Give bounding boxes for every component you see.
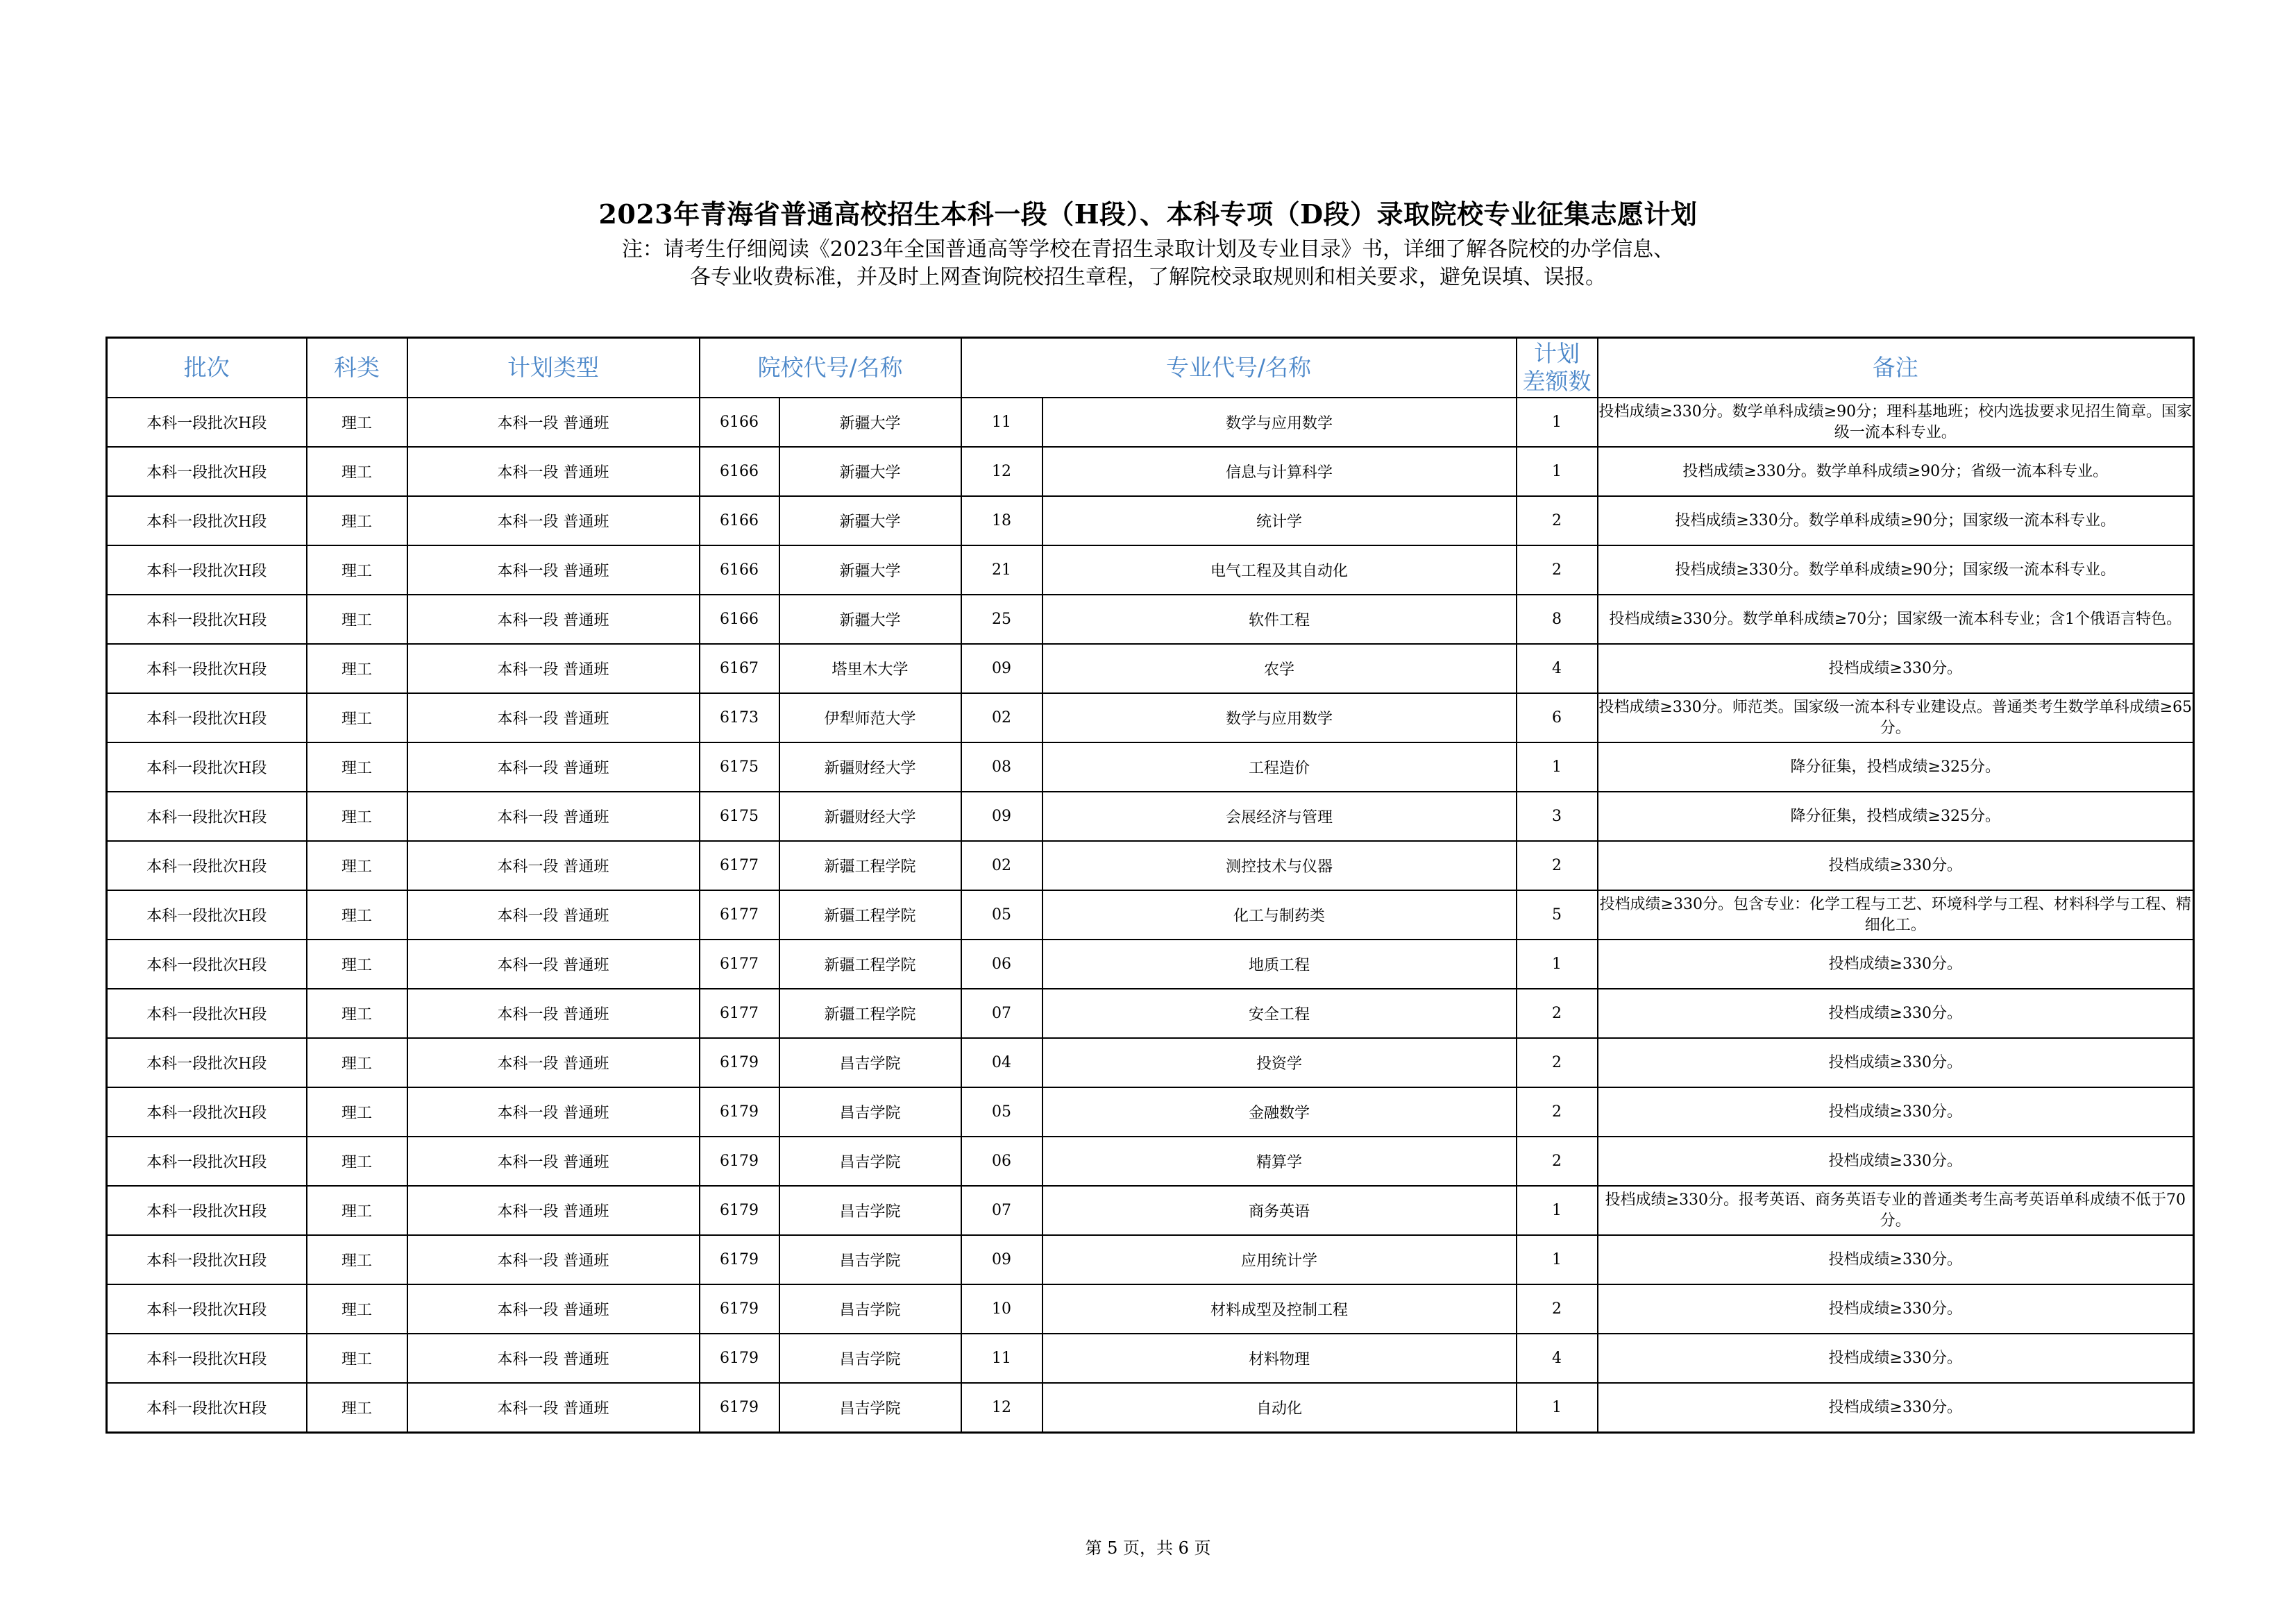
cell-school-name: 新疆财经大学 [779, 792, 961, 841]
cell-plan-type: 本科一段 普通班 [407, 841, 700, 890]
cell-school-code: 6179 [700, 1383, 779, 1433]
table-row [107, 496, 2194, 545]
cell-school-name: 昌吉学院 [779, 1087, 961, 1137]
cell-school-code: 6179 [700, 1235, 779, 1284]
cell-major-code: 12 [961, 447, 1043, 496]
cell-quota: 2 [1517, 1284, 1598, 1334]
cell-major-name: 软件工程 [1043, 595, 1517, 644]
cell-school-name: 新疆大学 [779, 545, 961, 595]
cell-batch: 本科一段批次H段 [107, 1038, 307, 1087]
cell-remark: 投档成绩≥330分。 [1598, 989, 2194, 1038]
table-row [107, 595, 2194, 644]
cell-school-name: 昌吉学院 [779, 1334, 961, 1383]
cell-batch: 本科一段批次H段 [107, 496, 307, 545]
cell-school-code: 6167 [700, 644, 779, 693]
cell-remark: 投档成绩≥330分。师范类。国家级一流本科专业建设点。普通类考生数学单科成绩≥65分。 [1598, 693, 2194, 742]
cell-batch: 本科一段批次H段 [107, 1383, 307, 1433]
table-row [107, 841, 2194, 890]
cell-plan-type: 本科一段 普通班 [407, 890, 700, 940]
cell-major-name: 信息与计算科学 [1043, 447, 1517, 496]
cell-school-name: 昌吉学院 [779, 1383, 961, 1433]
cell-batch: 本科一段批次H段 [107, 545, 307, 595]
cell-major-name: 数学与应用数学 [1043, 398, 1517, 447]
cell-category: 理工 [307, 792, 407, 841]
cell-category: 理工 [307, 545, 407, 595]
cell-major-code: 07 [961, 1186, 1043, 1235]
table-row [107, 989, 2194, 1038]
cell-major-code: 25 [961, 595, 1043, 644]
cell-category: 理工 [307, 841, 407, 890]
cell-school-name: 新疆工程学院 [779, 841, 961, 890]
cell-major-code: 09 [961, 644, 1043, 693]
table-row [107, 742, 2194, 792]
cell-major-code: 09 [961, 792, 1043, 841]
cell-remark: 投档成绩≥330分。 [1598, 940, 2194, 989]
cell-school-name: 新疆大学 [779, 447, 961, 496]
cell-plan-type: 本科一段 普通班 [407, 644, 700, 693]
cell-batch: 本科一段批次H段 [107, 693, 307, 742]
cell-quota: 1 [1517, 1186, 1598, 1235]
cell-category: 理工 [307, 742, 407, 792]
cell-major-name: 电气工程及其自动化 [1043, 545, 1517, 595]
cell-school-code: 6173 [700, 693, 779, 742]
cell-major-code: 10 [961, 1284, 1043, 1334]
table-header-row [107, 338, 2194, 398]
cell-category: 理工 [307, 989, 407, 1038]
cell-major-name: 自动化 [1043, 1383, 1517, 1433]
table-row [107, 644, 2194, 693]
cell-plan-type: 本科一段 普通班 [407, 1137, 700, 1186]
cell-major-name: 会展经济与管理 [1043, 792, 1517, 841]
cell-school-name: 新疆工程学院 [779, 940, 961, 989]
cell-major-code: 07 [961, 989, 1043, 1038]
table-row [107, 1383, 2194, 1433]
cell-quota: 2 [1517, 1038, 1598, 1087]
cell-major-name: 统计学 [1043, 496, 1517, 545]
cell-plan-type: 本科一段 普通班 [407, 595, 700, 644]
cell-major-name: 应用统计学 [1043, 1235, 1517, 1284]
cell-batch: 本科一段批次H段 [107, 841, 307, 890]
cell-major-code: 02 [961, 693, 1043, 742]
page-title: 2023年青海省普通高校招生本科一段（H段）、本科专项（D段）录取院校专业征集志愿计划 [598, 198, 1698, 230]
header-batch: 批次 [107, 338, 307, 398]
cell-school-code: 6179 [700, 1284, 779, 1334]
cell-quota: 1 [1517, 398, 1598, 447]
cell-school-name: 塔里木大学 [779, 644, 961, 693]
cell-plan-type: 本科一段 普通班 [407, 1038, 700, 1087]
cell-major-name: 商务英语 [1043, 1186, 1517, 1235]
cell-remark: 投档成绩≥330分。 [1598, 1284, 2194, 1334]
plan-table [105, 337, 2195, 1434]
cell-school-code: 6175 [700, 792, 779, 841]
header-plan-type: 计划类型 [407, 338, 700, 398]
cell-quota: 2 [1517, 841, 1598, 890]
table-row [107, 398, 2194, 447]
cell-remark: 投档成绩≥330分。数学单科成绩≥70分；国家级一流本科专业；含1个俄语言特色。 [1598, 595, 2194, 644]
cell-major-name: 农学 [1043, 644, 1517, 693]
cell-category: 理工 [307, 644, 407, 693]
cell-school-code: 6177 [700, 890, 779, 940]
cell-batch: 本科一段批次H段 [107, 890, 307, 940]
cell-school-code: 6166 [700, 398, 779, 447]
cell-major-name: 精算学 [1043, 1137, 1517, 1186]
cell-quota: 4 [1517, 644, 1598, 693]
cell-remark: 投档成绩≥330分。 [1598, 1137, 2194, 1186]
cell-school-name: 昌吉学院 [779, 1038, 961, 1087]
cell-category: 理工 [307, 1186, 407, 1235]
table-row [107, 1334, 2194, 1383]
cell-batch: 本科一段批次H段 [107, 1087, 307, 1137]
table-row [107, 792, 2194, 841]
cell-school-name: 新疆大学 [779, 496, 961, 545]
header-major: 专业代号/名称 [961, 338, 1517, 398]
cell-plan-type: 本科一段 普通班 [407, 1186, 700, 1235]
cell-plan-type: 本科一段 普通班 [407, 447, 700, 496]
table-row [107, 1284, 2194, 1334]
cell-remark: 投档成绩≥330分。 [1598, 841, 2194, 890]
cell-school-code: 6179 [700, 1087, 779, 1137]
cell-major-code: 12 [961, 1383, 1043, 1433]
cell-quota: 1 [1517, 1235, 1598, 1284]
cell-school-name: 新疆财经大学 [779, 742, 961, 792]
cell-remark: 投档成绩≥330分。报考英语、商务英语专业的普通类考生高考英语单科成绩不低于70分。 [1598, 1186, 2194, 1235]
cell-remark: 投档成绩≥330分。数学单科成绩≥90分；国家级一流本科专业。 [1598, 545, 2194, 595]
header-remark: 备注 [1598, 338, 2194, 398]
cell-school-name: 新疆工程学院 [779, 890, 961, 940]
cell-category: 理工 [307, 1235, 407, 1284]
cell-remark: 投档成绩≥330分。 [1598, 1235, 2194, 1284]
table-row [107, 1087, 2194, 1137]
cell-major-name: 地质工程 [1043, 940, 1517, 989]
cell-major-name: 材料成型及控制工程 [1043, 1284, 1517, 1334]
cell-quota: 1 [1517, 940, 1598, 989]
cell-major-name: 测控技术与仪器 [1043, 841, 1517, 890]
cell-quota: 2 [1517, 989, 1598, 1038]
note-line-1: 注：请考生仔细阅读《2023年全国普通高等学校在青招生录取计划及专业目录》书，详细了解各院校的办学信息、 [621, 237, 1675, 262]
cell-batch: 本科一段批次H段 [107, 595, 307, 644]
cell-plan-type: 本科一段 普通班 [407, 989, 700, 1038]
page-footer: 第 5 页，共 6 页 [1085, 1538, 1211, 1558]
cell-major-code: 09 [961, 1235, 1043, 1284]
cell-school-code: 6179 [700, 1038, 779, 1087]
cell-major-code: 11 [961, 1334, 1043, 1383]
cell-major-name: 金融数学 [1043, 1087, 1517, 1137]
table-body [107, 398, 2194, 1433]
cell-batch: 本科一段批次H段 [107, 1186, 307, 1235]
cell-school-code: 6166 [700, 595, 779, 644]
cell-major-name: 工程造价 [1043, 742, 1517, 792]
cell-major-name: 数学与应用数学 [1043, 693, 1517, 742]
header-quota: 计划 差额数 [1517, 338, 1598, 398]
cell-plan-type: 本科一段 普通班 [407, 1284, 700, 1334]
table-row [107, 1137, 2194, 1186]
header-school: 院校代号/名称 [700, 338, 961, 398]
cell-major-name: 安全工程 [1043, 989, 1517, 1038]
table-row [107, 940, 2194, 989]
cell-school-name: 昌吉学院 [779, 1186, 961, 1235]
cell-remark: 降分征集，投档成绩≥325分。 [1598, 742, 2194, 792]
cell-plan-type: 本科一段 普通班 [407, 545, 700, 595]
cell-major-name: 投资学 [1043, 1038, 1517, 1087]
cell-category: 理工 [307, 398, 407, 447]
cell-school-code: 6166 [700, 447, 779, 496]
cell-category: 理工 [307, 1087, 407, 1137]
cell-batch: 本科一段批次H段 [107, 1284, 307, 1334]
table-row [107, 447, 2194, 496]
cell-remark: 投档成绩≥330分。数学单科成绩≥90分；省级一流本科专业。 [1598, 447, 2194, 496]
table-row [107, 545, 2194, 595]
cell-remark: 投档成绩≥330分。数学单科成绩≥90分；国家级一流本科专业。 [1598, 496, 2194, 545]
cell-quota: 5 [1517, 890, 1598, 940]
cell-remark: 投档成绩≥330分。 [1598, 1038, 2194, 1087]
cell-major-code: 04 [961, 1038, 1043, 1087]
cell-remark: 投档成绩≥330分。数学单科成绩≥90分；理科基地班；校内选拔要求见招生简章。国家级一流本科专业。 [1598, 398, 2194, 447]
cell-school-name: 新疆大学 [779, 595, 961, 644]
cell-category: 理工 [307, 890, 407, 940]
table-row [107, 890, 2194, 940]
cell-category: 理工 [307, 1038, 407, 1087]
cell-batch: 本科一段批次H段 [107, 1334, 307, 1383]
cell-school-name: 伊犁师范大学 [779, 693, 961, 742]
cell-quota: 2 [1517, 545, 1598, 595]
cell-category: 理工 [307, 940, 407, 989]
table-row [107, 693, 2194, 742]
cell-remark: 投档成绩≥330分。 [1598, 1334, 2194, 1383]
table-row [107, 1038, 2194, 1087]
cell-major-code: 18 [961, 496, 1043, 545]
cell-school-code: 6166 [700, 496, 779, 545]
header-category: 科类 [307, 338, 407, 398]
cell-school-name: 昌吉学院 [779, 1137, 961, 1186]
cell-major-code: 08 [961, 742, 1043, 792]
cell-quota: 2 [1517, 496, 1598, 545]
cell-school-code: 6179 [700, 1334, 779, 1383]
cell-remark: 投档成绩≥330分。包含专业：化学工程与工艺、环境科学与工程、材料科学与工程、精细化工。 [1598, 890, 2194, 940]
cell-batch: 本科一段批次H段 [107, 398, 307, 447]
cell-major-name: 化工与制药类 [1043, 890, 1517, 940]
cell-major-name: 材料物理 [1043, 1334, 1517, 1383]
note-line-2: 各专业收费标准，并及时上网查询院校招生章程，了解院校录取规则和相关要求，避免误填、误报。 [690, 265, 1606, 289]
cell-category: 理工 [307, 1334, 407, 1383]
cell-batch: 本科一段批次H段 [107, 1235, 307, 1284]
cell-remark: 投档成绩≥330分。 [1598, 644, 2194, 693]
cell-school-name: 新疆大学 [779, 398, 961, 447]
cell-remark: 投档成绩≥330分。 [1598, 1383, 2194, 1433]
cell-quota: 1 [1517, 1383, 1598, 1433]
cell-school-name: 新疆工程学院 [779, 989, 961, 1038]
cell-major-code: 05 [961, 890, 1043, 940]
cell-quota: 8 [1517, 595, 1598, 644]
cell-quota: 3 [1517, 792, 1598, 841]
cell-remark: 投档成绩≥330分。 [1598, 1087, 2194, 1137]
cell-batch: 本科一段批次H段 [107, 447, 307, 496]
cell-batch: 本科一段批次H段 [107, 940, 307, 989]
cell-plan-type: 本科一段 普通班 [407, 398, 700, 447]
cell-quota: 2 [1517, 1137, 1598, 1186]
cell-plan-type: 本科一段 普通班 [407, 496, 700, 545]
table-row [107, 1235, 2194, 1284]
cell-batch: 本科一段批次H段 [107, 742, 307, 792]
cell-plan-type: 本科一段 普通班 [407, 940, 700, 989]
cell-major-code: 06 [961, 940, 1043, 989]
cell-school-name: 昌吉学院 [779, 1235, 961, 1284]
cell-school-code: 6177 [700, 940, 779, 989]
cell-category: 理工 [307, 1284, 407, 1334]
cell-plan-type: 本科一段 普通班 [407, 1334, 700, 1383]
cell-school-code: 6175 [700, 742, 779, 792]
cell-school-code: 6177 [700, 989, 779, 1038]
cell-quota: 4 [1517, 1334, 1598, 1383]
cell-major-code: 21 [961, 545, 1043, 595]
cell-major-code: 02 [961, 841, 1043, 890]
cell-plan-type: 本科一段 普通班 [407, 1383, 700, 1433]
cell-batch: 本科一段批次H段 [107, 792, 307, 841]
cell-school-code: 6177 [700, 841, 779, 890]
cell-school-code: 6166 [700, 545, 779, 595]
cell-quota: 1 [1517, 447, 1598, 496]
cell-category: 理工 [307, 447, 407, 496]
cell-major-code: 11 [961, 398, 1043, 447]
cell-quota: 1 [1517, 742, 1598, 792]
cell-category: 理工 [307, 595, 407, 644]
cell-quota: 2 [1517, 1087, 1598, 1137]
cell-batch: 本科一段批次H段 [107, 644, 307, 693]
cell-school-code: 6179 [700, 1137, 779, 1186]
cell-plan-type: 本科一段 普通班 [407, 742, 700, 792]
cell-category: 理工 [307, 1137, 407, 1186]
cell-plan-type: 本科一段 普通班 [407, 792, 700, 841]
cell-batch: 本科一段批次H段 [107, 989, 307, 1038]
cell-school-code: 6179 [700, 1186, 779, 1235]
cell-quota: 6 [1517, 693, 1598, 742]
cell-category: 理工 [307, 1383, 407, 1433]
cell-category: 理工 [307, 693, 407, 742]
cell-plan-type: 本科一段 普通班 [407, 1087, 700, 1137]
cell-plan-type: 本科一段 普通班 [407, 693, 700, 742]
table-row [107, 1186, 2194, 1235]
cell-batch: 本科一段批次H段 [107, 1137, 307, 1186]
cell-plan-type: 本科一段 普通班 [407, 1235, 700, 1284]
cell-category: 理工 [307, 496, 407, 545]
cell-school-name: 昌吉学院 [779, 1284, 961, 1334]
cell-major-code: 06 [961, 1137, 1043, 1186]
cell-remark: 降分征集，投档成绩≥325分。 [1598, 792, 2194, 841]
cell-major-code: 05 [961, 1087, 1043, 1137]
